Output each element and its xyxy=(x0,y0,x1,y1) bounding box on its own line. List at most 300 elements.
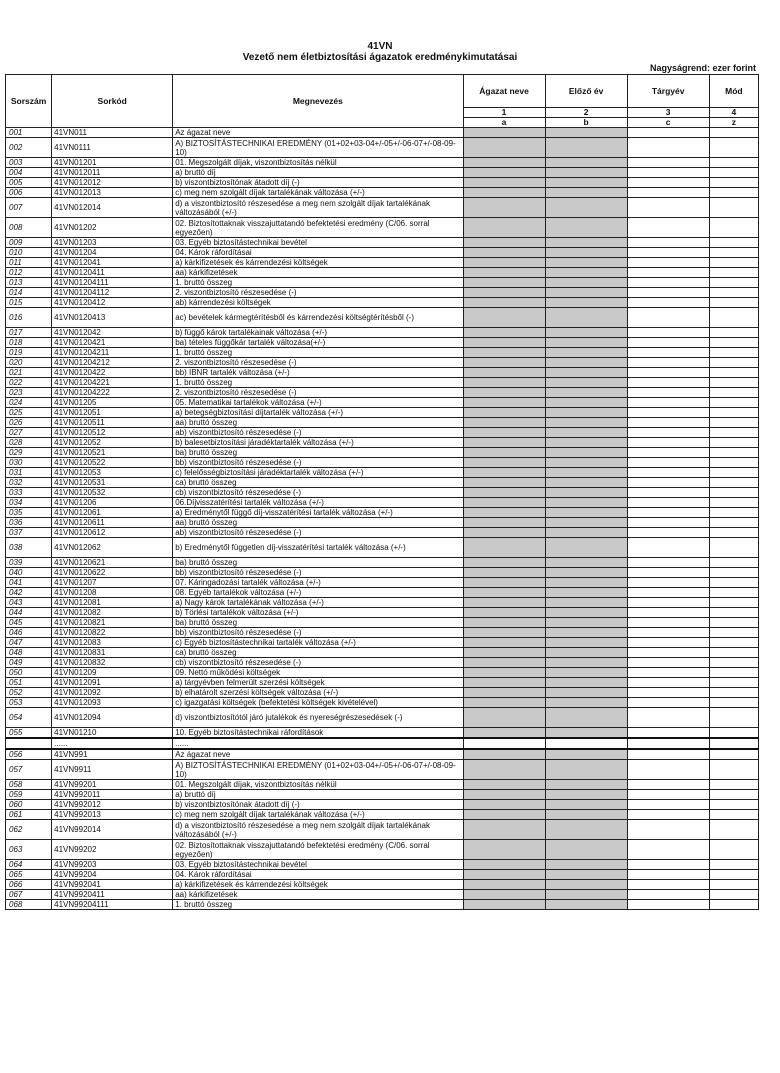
row-description: cb) viszontbiztosító részesedése (-) xyxy=(173,488,463,498)
row-code: 41VN01202 xyxy=(52,218,173,238)
row-description: c) meg nem szolgált díjak tartalékának változása (+/-) xyxy=(173,810,463,820)
cell-targyev xyxy=(627,618,709,628)
cell-targyev xyxy=(627,218,709,238)
cell-mod xyxy=(709,468,758,478)
row-description: 1. bruttó összeg xyxy=(173,900,463,910)
table-row xyxy=(6,438,759,448)
cell-agazat-neve xyxy=(463,138,545,158)
cell-elozo-ev xyxy=(545,168,627,178)
table-row xyxy=(6,790,759,800)
row-number: 014 xyxy=(6,288,52,298)
row-code: 41VN0120821 xyxy=(52,618,173,628)
row-number: 036 xyxy=(6,518,52,528)
cell-mod xyxy=(709,278,758,288)
cell-agazat-neve xyxy=(463,298,545,308)
row-code: 41VN01204112 xyxy=(52,288,173,298)
table-row xyxy=(6,738,759,749)
cell-elozo-ev xyxy=(545,278,627,288)
row-description: aa) kárkifizetések xyxy=(173,268,463,278)
cell-agazat-neve xyxy=(463,178,545,188)
cell-targyev xyxy=(627,518,709,528)
row-number: 024 xyxy=(6,398,52,408)
cell-targyev xyxy=(627,860,709,870)
row-code: 41VN01204111 xyxy=(52,278,173,288)
cell-elozo-ev xyxy=(545,578,627,588)
table-row xyxy=(6,648,759,658)
row-number: 012 xyxy=(6,268,52,278)
row-code: 41VN0120421 xyxy=(52,338,173,348)
cell-elozo-ev xyxy=(545,158,627,168)
row-code: 41VN99202 xyxy=(52,840,173,860)
row-description: ba) bruttó összeg xyxy=(173,448,463,458)
cell-elozo-ev xyxy=(545,268,627,278)
table-row xyxy=(6,298,759,308)
cell-elozo-ev xyxy=(545,238,627,248)
cell-mod xyxy=(709,618,758,628)
table-row xyxy=(6,900,759,910)
header-sorszam: Sorszám xyxy=(6,75,52,128)
cell-mod xyxy=(709,128,758,138)
row-description: c) felelősségbiztosítási járadéktartalék változása (+/-) xyxy=(173,468,463,478)
row-description: ...... xyxy=(173,738,463,749)
cell-targyev xyxy=(627,738,709,749)
cell-agazat-neve xyxy=(463,338,545,348)
cell-elozo-ev xyxy=(545,328,627,338)
row-number: 035 xyxy=(6,508,52,518)
header-letter-c: c xyxy=(627,118,709,128)
header-sorkod: Sorkód xyxy=(52,75,173,128)
row-number: 067 xyxy=(6,890,52,900)
row-number: 010 xyxy=(6,248,52,258)
header-mod: Mód xyxy=(709,75,758,108)
cell-mod xyxy=(709,880,758,890)
table-row xyxy=(6,508,759,518)
cell-mod xyxy=(709,800,758,810)
cell-mod xyxy=(709,458,758,468)
cell-elozo-ev xyxy=(545,780,627,790)
table-row xyxy=(6,288,759,298)
cell-elozo-ev xyxy=(545,528,627,538)
row-description: ab) kárrendezési költségek xyxy=(173,298,463,308)
table-row xyxy=(6,478,759,488)
header-num-4: 4 xyxy=(709,108,758,118)
cell-agazat-neve xyxy=(463,598,545,608)
row-description: 1. bruttó összeg xyxy=(173,278,463,288)
unit-label: Nagyságrend: ezer forint xyxy=(649,63,756,73)
row-code: 41VN01204221 xyxy=(52,378,173,388)
row-number: 057 xyxy=(6,760,52,780)
row-number: 007 xyxy=(6,198,52,218)
cell-mod xyxy=(709,528,758,538)
cell-mod xyxy=(709,248,758,258)
cell-elozo-ev xyxy=(545,388,627,398)
cell-elozo-ev xyxy=(545,790,627,800)
row-number: 054 xyxy=(6,708,52,728)
table-row xyxy=(6,728,759,739)
row-description: 04. Károk ráfordításai xyxy=(173,870,463,880)
row-code: 41VN0120531 xyxy=(52,478,173,488)
form-subtitle: Vezető nem életbiztosítási ágazatok eredménykimutatásai xyxy=(242,52,518,63)
cell-elozo-ev xyxy=(545,900,627,910)
cell-targyev xyxy=(627,298,709,308)
row-description: a) tárgyévben felmerült szerzési költségek xyxy=(173,678,463,688)
row-number: 004 xyxy=(6,168,52,178)
row-description: 08. Egyéb tartalékok változása (+/-) xyxy=(173,588,463,598)
cell-elozo-ev xyxy=(545,248,627,258)
row-number: 023 xyxy=(6,388,52,398)
table-row xyxy=(6,398,759,408)
row-description: b) Eredménytől független díj-visszatérítési tartalék változása (+/-) xyxy=(173,538,463,558)
row-number: 044 xyxy=(6,608,52,618)
cell-targyev xyxy=(627,578,709,588)
cell-mod xyxy=(709,408,758,418)
cell-targyev xyxy=(627,890,709,900)
cell-elozo-ev xyxy=(545,860,627,870)
cell-mod xyxy=(709,178,758,188)
row-description: d) a viszontbiztosító részesedése a meg nem szolgált díjak tartalékának változásából (+/-) xyxy=(173,820,463,840)
cell-mod xyxy=(709,668,758,678)
cell-targyev xyxy=(627,658,709,668)
table-row xyxy=(6,608,759,618)
cell-elozo-ev xyxy=(545,628,627,638)
cell-agazat-neve xyxy=(463,308,545,328)
cell-elozo-ev xyxy=(545,218,627,238)
row-description: aa) bruttó összeg xyxy=(173,418,463,428)
cell-agazat-neve xyxy=(463,648,545,658)
cell-mod xyxy=(709,198,758,218)
cell-elozo-ev xyxy=(545,618,627,628)
row-code: 41VN01201 xyxy=(52,158,173,168)
cell-targyev xyxy=(627,628,709,638)
row-number: 065 xyxy=(6,870,52,880)
cell-elozo-ev xyxy=(545,749,627,760)
row-description: 1. bruttó összeg xyxy=(173,348,463,358)
cell-targyev xyxy=(627,728,709,739)
row-number: 060 xyxy=(6,800,52,810)
row-code: 41VN992012 xyxy=(52,800,173,810)
table-row xyxy=(6,338,759,348)
row-description: bb) IBNR tartalék változása (+/-) xyxy=(173,368,463,378)
row-description: 06.Díjvisszatérítési tartalék változása (+/-) xyxy=(173,498,463,508)
table-row xyxy=(6,498,759,508)
table-row xyxy=(6,528,759,538)
table-row xyxy=(6,268,759,278)
row-code: 41VN012013 xyxy=(52,188,173,198)
cell-mod xyxy=(709,760,758,780)
cell-agazat-neve xyxy=(463,288,545,298)
table-row xyxy=(6,218,759,238)
row-number: 001 xyxy=(6,128,52,138)
row-description: a) bruttó díj xyxy=(173,168,463,178)
row-description: b) viszontbiztosítónak átadott díj (-) xyxy=(173,800,463,810)
table-row xyxy=(6,388,759,398)
cell-mod xyxy=(709,810,758,820)
row-description: Az ágazat neve xyxy=(173,128,463,138)
cell-elozo-ev xyxy=(545,258,627,268)
row-number: 048 xyxy=(6,648,52,658)
header-megnevezes: Megnevezés xyxy=(173,75,463,128)
cell-mod xyxy=(709,598,758,608)
cell-targyev xyxy=(627,128,709,138)
cell-agazat-neve xyxy=(463,738,545,749)
cell-mod xyxy=(709,588,758,598)
cell-elozo-ev xyxy=(545,608,627,618)
cell-elozo-ev xyxy=(545,648,627,658)
table-row xyxy=(6,378,759,388)
cell-agazat-neve xyxy=(463,418,545,428)
cell-mod xyxy=(709,378,758,388)
cell-elozo-ev xyxy=(545,408,627,418)
row-code: 41VN99203 xyxy=(52,860,173,870)
row-code: 41VN0120611 xyxy=(52,518,173,528)
cell-targyev xyxy=(627,288,709,298)
header-num-2: 2 xyxy=(545,108,627,118)
cell-agazat-neve xyxy=(463,278,545,288)
cell-mod xyxy=(709,508,758,518)
row-description: a) betegségbiztosítási díjtartalék változása (+/-) xyxy=(173,408,463,418)
table-row xyxy=(6,870,759,880)
cell-agazat-neve xyxy=(463,188,545,198)
table-row xyxy=(6,248,759,258)
row-code: 41VN012083 xyxy=(52,638,173,648)
cell-agazat-neve xyxy=(463,790,545,800)
row-description: ac) bevételek kármegtérítésből és kárrendezési költségtérítésből (-) xyxy=(173,308,463,328)
cell-agazat-neve xyxy=(463,800,545,810)
cell-mod xyxy=(709,860,758,870)
cell-targyev xyxy=(627,418,709,428)
cell-targyev xyxy=(627,378,709,388)
cell-mod xyxy=(709,678,758,688)
row-number: 050 xyxy=(6,668,52,678)
cell-mod xyxy=(709,168,758,178)
cell-agazat-neve xyxy=(463,728,545,739)
cell-mod xyxy=(709,890,758,900)
table-row xyxy=(6,688,759,698)
row-code: 41VN99201 xyxy=(52,780,173,790)
cell-agazat-neve xyxy=(463,428,545,438)
row-description: ca) bruttó összeg xyxy=(173,478,463,488)
cell-elozo-ev xyxy=(545,498,627,508)
cell-agazat-neve xyxy=(463,218,545,238)
table-row xyxy=(6,668,759,678)
cell-mod xyxy=(709,538,758,558)
cell-targyev xyxy=(627,398,709,408)
row-description: aa) bruttó összeg xyxy=(173,518,463,528)
cell-targyev xyxy=(627,638,709,648)
cell-elozo-ev xyxy=(545,688,627,698)
header-agazat-neve: Ágazat neve xyxy=(463,75,545,108)
row-number: 016 xyxy=(6,308,52,328)
cell-elozo-ev xyxy=(545,568,627,578)
row-description: bb) viszontbiztosító részesedése (-) xyxy=(173,628,463,638)
row-description: 01. Megszolgált díjak, viszontbiztosítás nélkül xyxy=(173,158,463,168)
cell-targyev xyxy=(627,538,709,558)
cell-elozo-ev xyxy=(545,418,627,428)
cell-mod xyxy=(709,348,758,358)
row-code: 41VN01209 xyxy=(52,668,173,678)
row-number: 040 xyxy=(6,568,52,578)
cell-targyev xyxy=(627,749,709,760)
cell-mod xyxy=(709,308,758,328)
cell-agazat-neve xyxy=(463,168,545,178)
cell-targyev xyxy=(627,308,709,328)
table-row xyxy=(6,198,759,218)
cell-targyev xyxy=(627,188,709,198)
row-number: 037 xyxy=(6,528,52,538)
row-number: 061 xyxy=(6,810,52,820)
cell-agazat-neve xyxy=(463,488,545,498)
row-description: Az ágazat neve xyxy=(173,749,463,760)
cell-mod xyxy=(709,518,758,528)
cell-targyev xyxy=(627,178,709,188)
table-row xyxy=(6,860,759,870)
cell-elozo-ev xyxy=(545,288,627,298)
income-statement-table xyxy=(5,74,759,910)
cell-elozo-ev xyxy=(545,800,627,810)
cell-targyev xyxy=(627,760,709,780)
row-number: 053 xyxy=(6,698,52,708)
row-code: 41VN9911 xyxy=(52,760,173,780)
cell-mod xyxy=(709,448,758,458)
cell-elozo-ev xyxy=(545,438,627,448)
cell-agazat-neve xyxy=(463,258,545,268)
row-code: 41VN0120622 xyxy=(52,568,173,578)
cell-elozo-ev xyxy=(545,338,627,348)
cell-mod xyxy=(709,698,758,708)
row-code: 41VN0111 xyxy=(52,138,173,158)
row-number: 017 xyxy=(6,328,52,338)
row-code: 41VN01203 xyxy=(52,238,173,248)
table-row xyxy=(6,158,759,168)
table-row xyxy=(6,258,759,268)
cell-agazat-neve xyxy=(463,568,545,578)
row-code: 41VN012051 xyxy=(52,408,173,418)
cell-agazat-neve xyxy=(463,468,545,478)
cell-elozo-ev xyxy=(545,358,627,368)
cell-mod xyxy=(709,568,758,578)
row-code: 41VN991 xyxy=(52,749,173,760)
cell-elozo-ev xyxy=(545,398,627,408)
cell-agazat-neve xyxy=(463,880,545,890)
row-code: 41VN0120412 xyxy=(52,298,173,308)
cell-mod xyxy=(709,638,758,648)
cell-targyev xyxy=(627,248,709,258)
row-code: 41VN0120413 xyxy=(52,308,173,328)
cell-mod xyxy=(709,820,758,840)
row-description: A) BIZTOSÍTÁSTECHNIKAI EREDMÉNY (01+02+03-04+/-05+/-06-07+/-08-09-10) xyxy=(173,760,463,780)
cell-targyev xyxy=(627,648,709,658)
cell-elozo-ev xyxy=(545,538,627,558)
row-number: 005 xyxy=(6,178,52,188)
row-description: c) meg nem szolgált díjak tartalékának változása (+/-) xyxy=(173,188,463,198)
cell-targyev xyxy=(627,528,709,538)
row-description: a) Eredménytől függő díj-visszatérítési tartalék változása (+/-) xyxy=(173,508,463,518)
row-number: 033 xyxy=(6,488,52,498)
row-description: a) kárkifizetések és kárrendezési költségek xyxy=(173,880,463,890)
row-number: 022 xyxy=(6,378,52,388)
cell-targyev xyxy=(627,668,709,678)
cell-agazat-neve xyxy=(463,618,545,628)
table-row xyxy=(6,358,759,368)
header-num-3: 3 xyxy=(627,108,709,118)
cell-targyev xyxy=(627,568,709,578)
row-code: 41VN01210 xyxy=(52,728,173,739)
cell-mod xyxy=(709,238,758,248)
cell-mod xyxy=(709,608,758,618)
row-description: c) igazgatási költségek (befektetési költségek kivételével) xyxy=(173,698,463,708)
row-number: 020 xyxy=(6,358,52,368)
row-description: aa) kárkifizetések xyxy=(173,890,463,900)
cell-targyev xyxy=(627,498,709,508)
cell-mod xyxy=(709,688,758,698)
row-code: 41VN99204 xyxy=(52,870,173,880)
cell-mod xyxy=(709,138,758,158)
row-description: ba) tételes függőkár tartalék változása(+/-) xyxy=(173,338,463,348)
cell-agazat-neve xyxy=(463,628,545,638)
cell-elozo-ev xyxy=(545,458,627,468)
cell-targyev xyxy=(627,338,709,348)
row-code: 41VN01208 xyxy=(52,588,173,598)
cell-elozo-ev xyxy=(545,198,627,218)
cell-targyev xyxy=(627,278,709,288)
row-code: 41VN012042 xyxy=(52,328,173,338)
row-description: 2. viszontbiztosító részesedése (-) xyxy=(173,288,463,298)
cell-agazat-neve xyxy=(463,820,545,840)
row-description: 2. viszontbiztosító részesedése (-) xyxy=(173,358,463,368)
cell-mod xyxy=(709,738,758,749)
cell-targyev xyxy=(627,158,709,168)
cell-targyev xyxy=(627,408,709,418)
table-row xyxy=(6,628,759,638)
cell-elozo-ev xyxy=(545,840,627,860)
cell-agazat-neve xyxy=(463,438,545,448)
row-number: 009 xyxy=(6,238,52,248)
row-description: 10. Egyéb biztosítástechnikai ráfordítások xyxy=(173,728,463,739)
cell-agazat-neve xyxy=(463,198,545,218)
table-row xyxy=(6,328,759,338)
row-number xyxy=(6,738,52,749)
cell-targyev xyxy=(627,698,709,708)
row-number: 030 xyxy=(6,458,52,468)
cell-mod xyxy=(709,628,758,638)
row-description: bb) viszontbiztosító részesedése (-) xyxy=(173,568,463,578)
cell-targyev xyxy=(627,198,709,218)
cell-mod xyxy=(709,398,758,408)
cell-targyev xyxy=(627,488,709,498)
row-description: 07. Káringadozási tartalék változása (+/-) xyxy=(173,578,463,588)
table-row xyxy=(6,178,759,188)
cell-elozo-ev xyxy=(545,448,627,458)
cell-agazat-neve xyxy=(463,538,545,558)
cell-targyev xyxy=(627,258,709,268)
row-code: 41VN0120831 xyxy=(52,648,173,658)
cell-targyev xyxy=(627,428,709,438)
cell-elozo-ev xyxy=(545,588,627,598)
cell-targyev xyxy=(627,800,709,810)
table-row xyxy=(6,558,759,568)
cell-elozo-ev xyxy=(545,638,627,648)
row-number: 059 xyxy=(6,790,52,800)
cell-mod xyxy=(709,780,758,790)
cell-mod xyxy=(709,218,758,238)
row-code: 41VN01206 xyxy=(52,498,173,508)
table-row xyxy=(6,128,759,138)
row-number: 042 xyxy=(6,588,52,598)
row-number: 049 xyxy=(6,658,52,668)
row-description: b) viszontbiztosítónak átadott díj (-) xyxy=(173,178,463,188)
table-row xyxy=(6,749,759,760)
table-row xyxy=(6,578,759,588)
